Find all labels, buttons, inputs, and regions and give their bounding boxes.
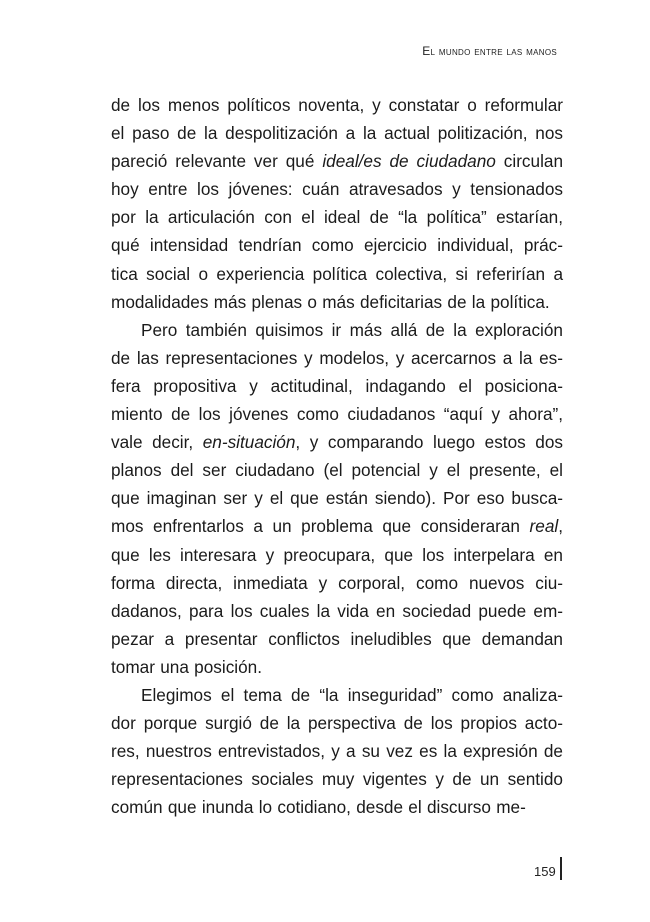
text-line: pareció relevante ver qué ideal/es de ciudadano circulan (111, 151, 564, 172)
text-line: tica social o experiencia política colectiva, si referirían a (111, 263, 563, 284)
text-line: de los menos políticos noventa, y constatar o reformular (111, 95, 563, 115)
emphasis: real (529, 516, 559, 537)
text-line: que imaginan ser y el que están siendo). Por eso busca- (111, 488, 563, 509)
text-line: res, nuestros entrevistados, y a su vez es la expresión de (111, 741, 563, 762)
paragraph (111, 316, 563, 681)
emphasis: ideal/es de ciudadano (322, 151, 496, 172)
emphasis: en-situación (202, 432, 296, 453)
body-text (111, 91, 563, 821)
text-line: común que inunda lo cotidiano, desde el discurso me- (111, 797, 526, 818)
text-line: Elegimos el tema de “la inseguridad” como analiza- (141, 684, 563, 705)
text-line: vale decir, en-situación, y comparando luego estos dos (111, 432, 563, 453)
text-line: miento de los jóvenes como ciudadanos “aquí y ahora”, (111, 404, 563, 425)
text-line: el paso de la despolitización a la actual politización, nos (111, 123, 563, 144)
text-line: fera propositiva y actitudinal, indagando el posiciona- (111, 375, 563, 396)
text-line: Pero también quisimos ir más allá de la exploración (141, 319, 563, 340)
text-line: forma directa, inmediata y corporal, como nuevos ciu- (111, 572, 563, 593)
text-line: qué intensidad tendrían como ejercicio individual, prác- (111, 235, 563, 256)
text-line: tomar una posición. (111, 656, 262, 677)
text-line: dor porque surgió de la perspectiva de los propios acto- (111, 713, 563, 734)
text-line: representaciones sociales muy vigentes y de un sentido (111, 769, 563, 790)
text-line: pezar a presentar conflictos ineludibles que demandan (111, 628, 563, 649)
page-number: 159 (534, 864, 556, 879)
text-line: por la articulación con el ideal de “la política” estarían, (111, 207, 563, 228)
text-line: modalidades más plenas o más deficitarias de la política. (111, 291, 550, 312)
text-line: mos enfrentarlos a un problema que consideraran real, (111, 516, 563, 537)
text-line: que les interesara y preocupara, que los interpelara en (111, 544, 563, 565)
running-header: El mundo entre las manos (422, 44, 557, 58)
text-line: dadanos, para los cuales la vida en sociedad puede em- (111, 600, 563, 621)
paragraph (111, 91, 563, 316)
page-number-rule (560, 857, 562, 880)
text-line: planos del ser ciudadano (el potencial y el presente, el (111, 460, 563, 481)
text-line: hoy entre los jóvenes: cuán atravesados y tensionados (111, 179, 563, 200)
text-line: de las representaciones y modelos, y acercarnos a la es- (111, 347, 563, 368)
paragraph (111, 681, 563, 821)
